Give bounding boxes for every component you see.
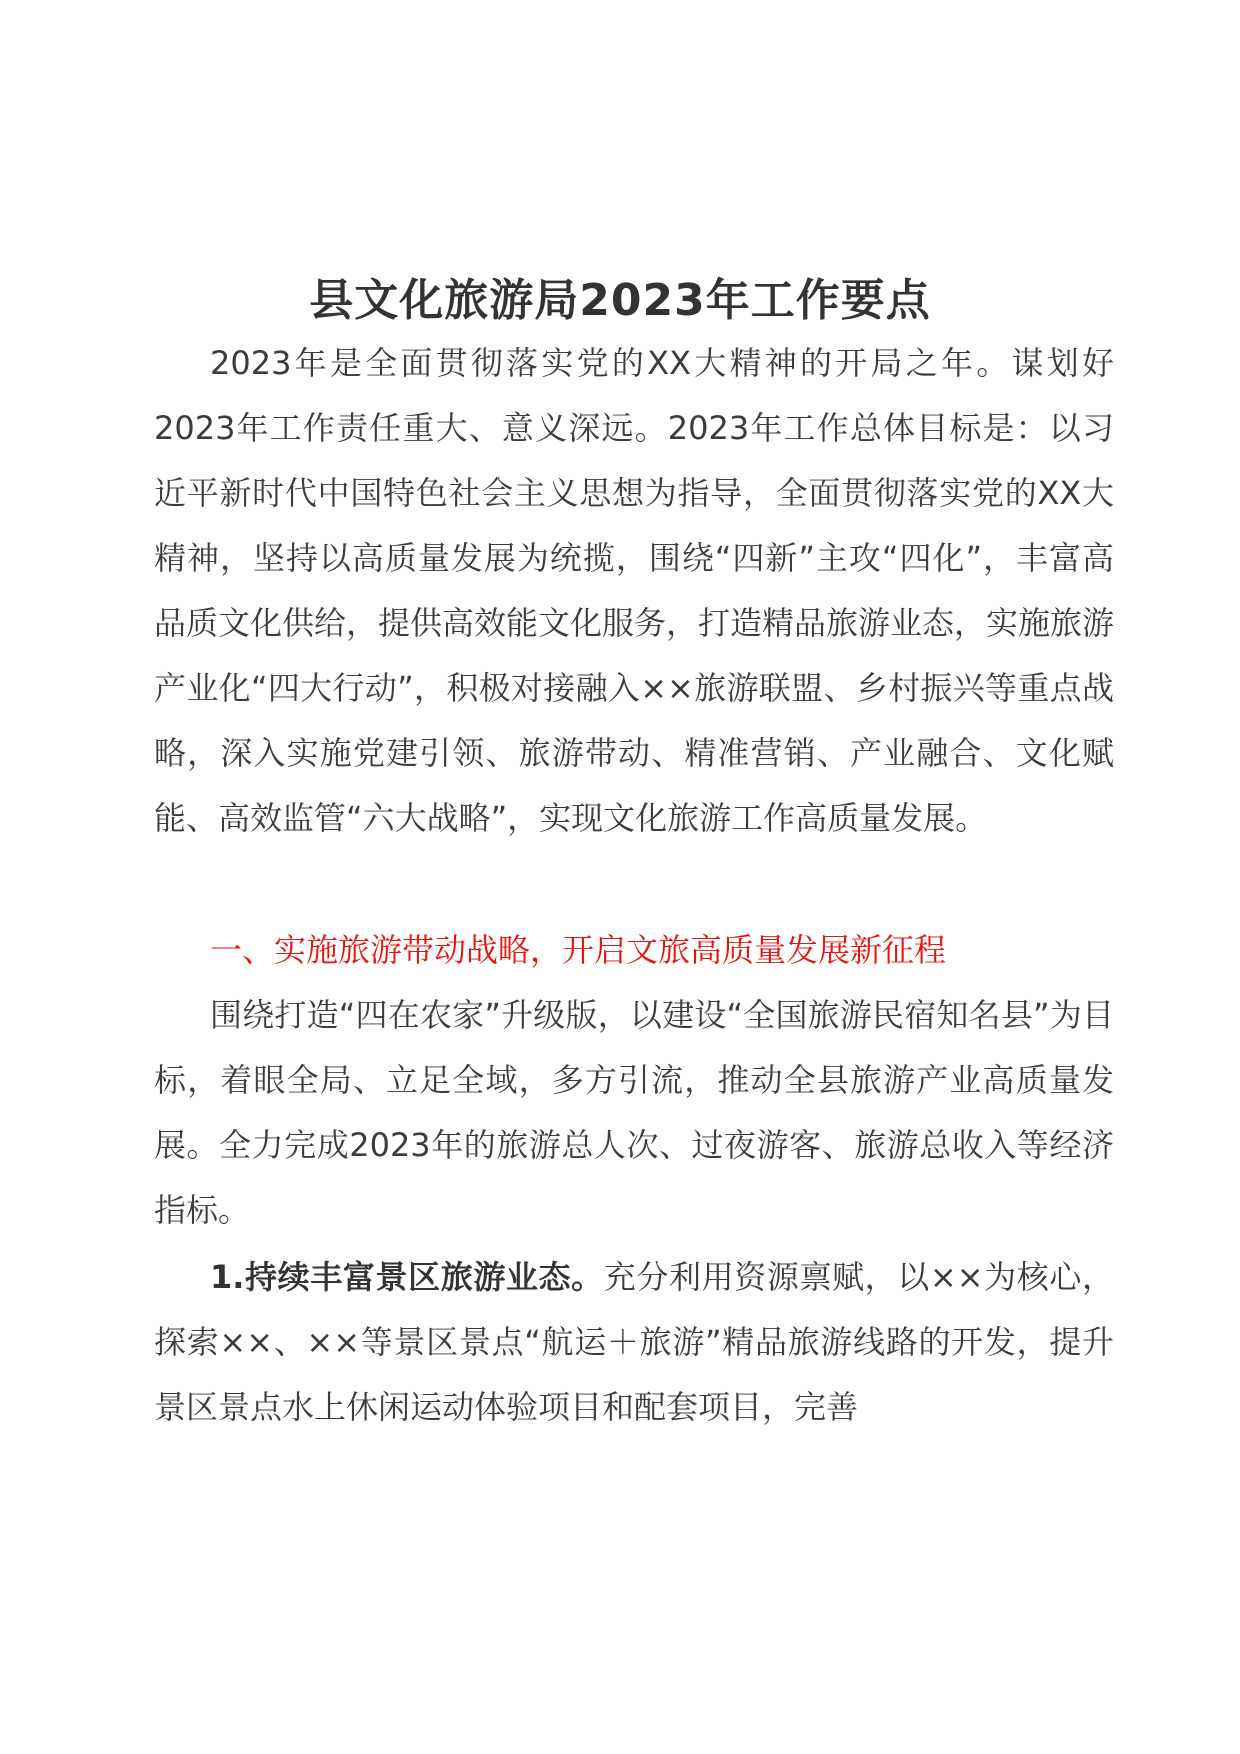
item-body-text: 充分利用资源禀赋，以××为核心，探索××、××等景区景点“航运＋旅游”精品旅游线路的开发，提升景区景点水上休闲运动体验项目和配套项目，完善 [154, 1258, 1114, 1426]
page-title: 县文化旅游局2023年工作要点 [309, 275, 931, 327]
item-paragraph [154, 1245, 1114, 1440]
section-paragraph: 围绕打造“四在农家”升级版，以建设“全国旅游民宿知名县”为目标，着眼全局、立足全域，多方引流，推动全县旅游产业高质量发展。全力完成2023年的旅游总人次、过夜游客、旅游总收入等经济指标。 [154, 996, 1114, 1229]
item-lead-text: 1.持续丰富景区旅游业态。 [210, 1258, 604, 1296]
intro-paragraph: 2023年是全面贯彻落实党的XX大精神的开局之年。谋划好2023年工作责任重大、意义深远。2023年工作总体目标是：以习近平新时代中国特色社会主义思想为指导，全面贯彻落实党的XX大精神，坚持以高质量发展为统揽，围绕“四新”主攻“四化”，丰富高品质文化供给，提供高效能文化服务，打造精品旅游业态，实施旅游产业化“四大行动”，积极对接融入××旅游联盟、乡村振兴等重点战略，深入实施党建引领、旅游带动、精准营销、产业融合、文化赋能、高效监管“六大战略”，实现文化旅游工作高质量发展。 [154, 344, 1115, 837]
section-heading: 一、实施旅游带动战略，开启文旅高质量发展新征程 [210, 931, 947, 969]
